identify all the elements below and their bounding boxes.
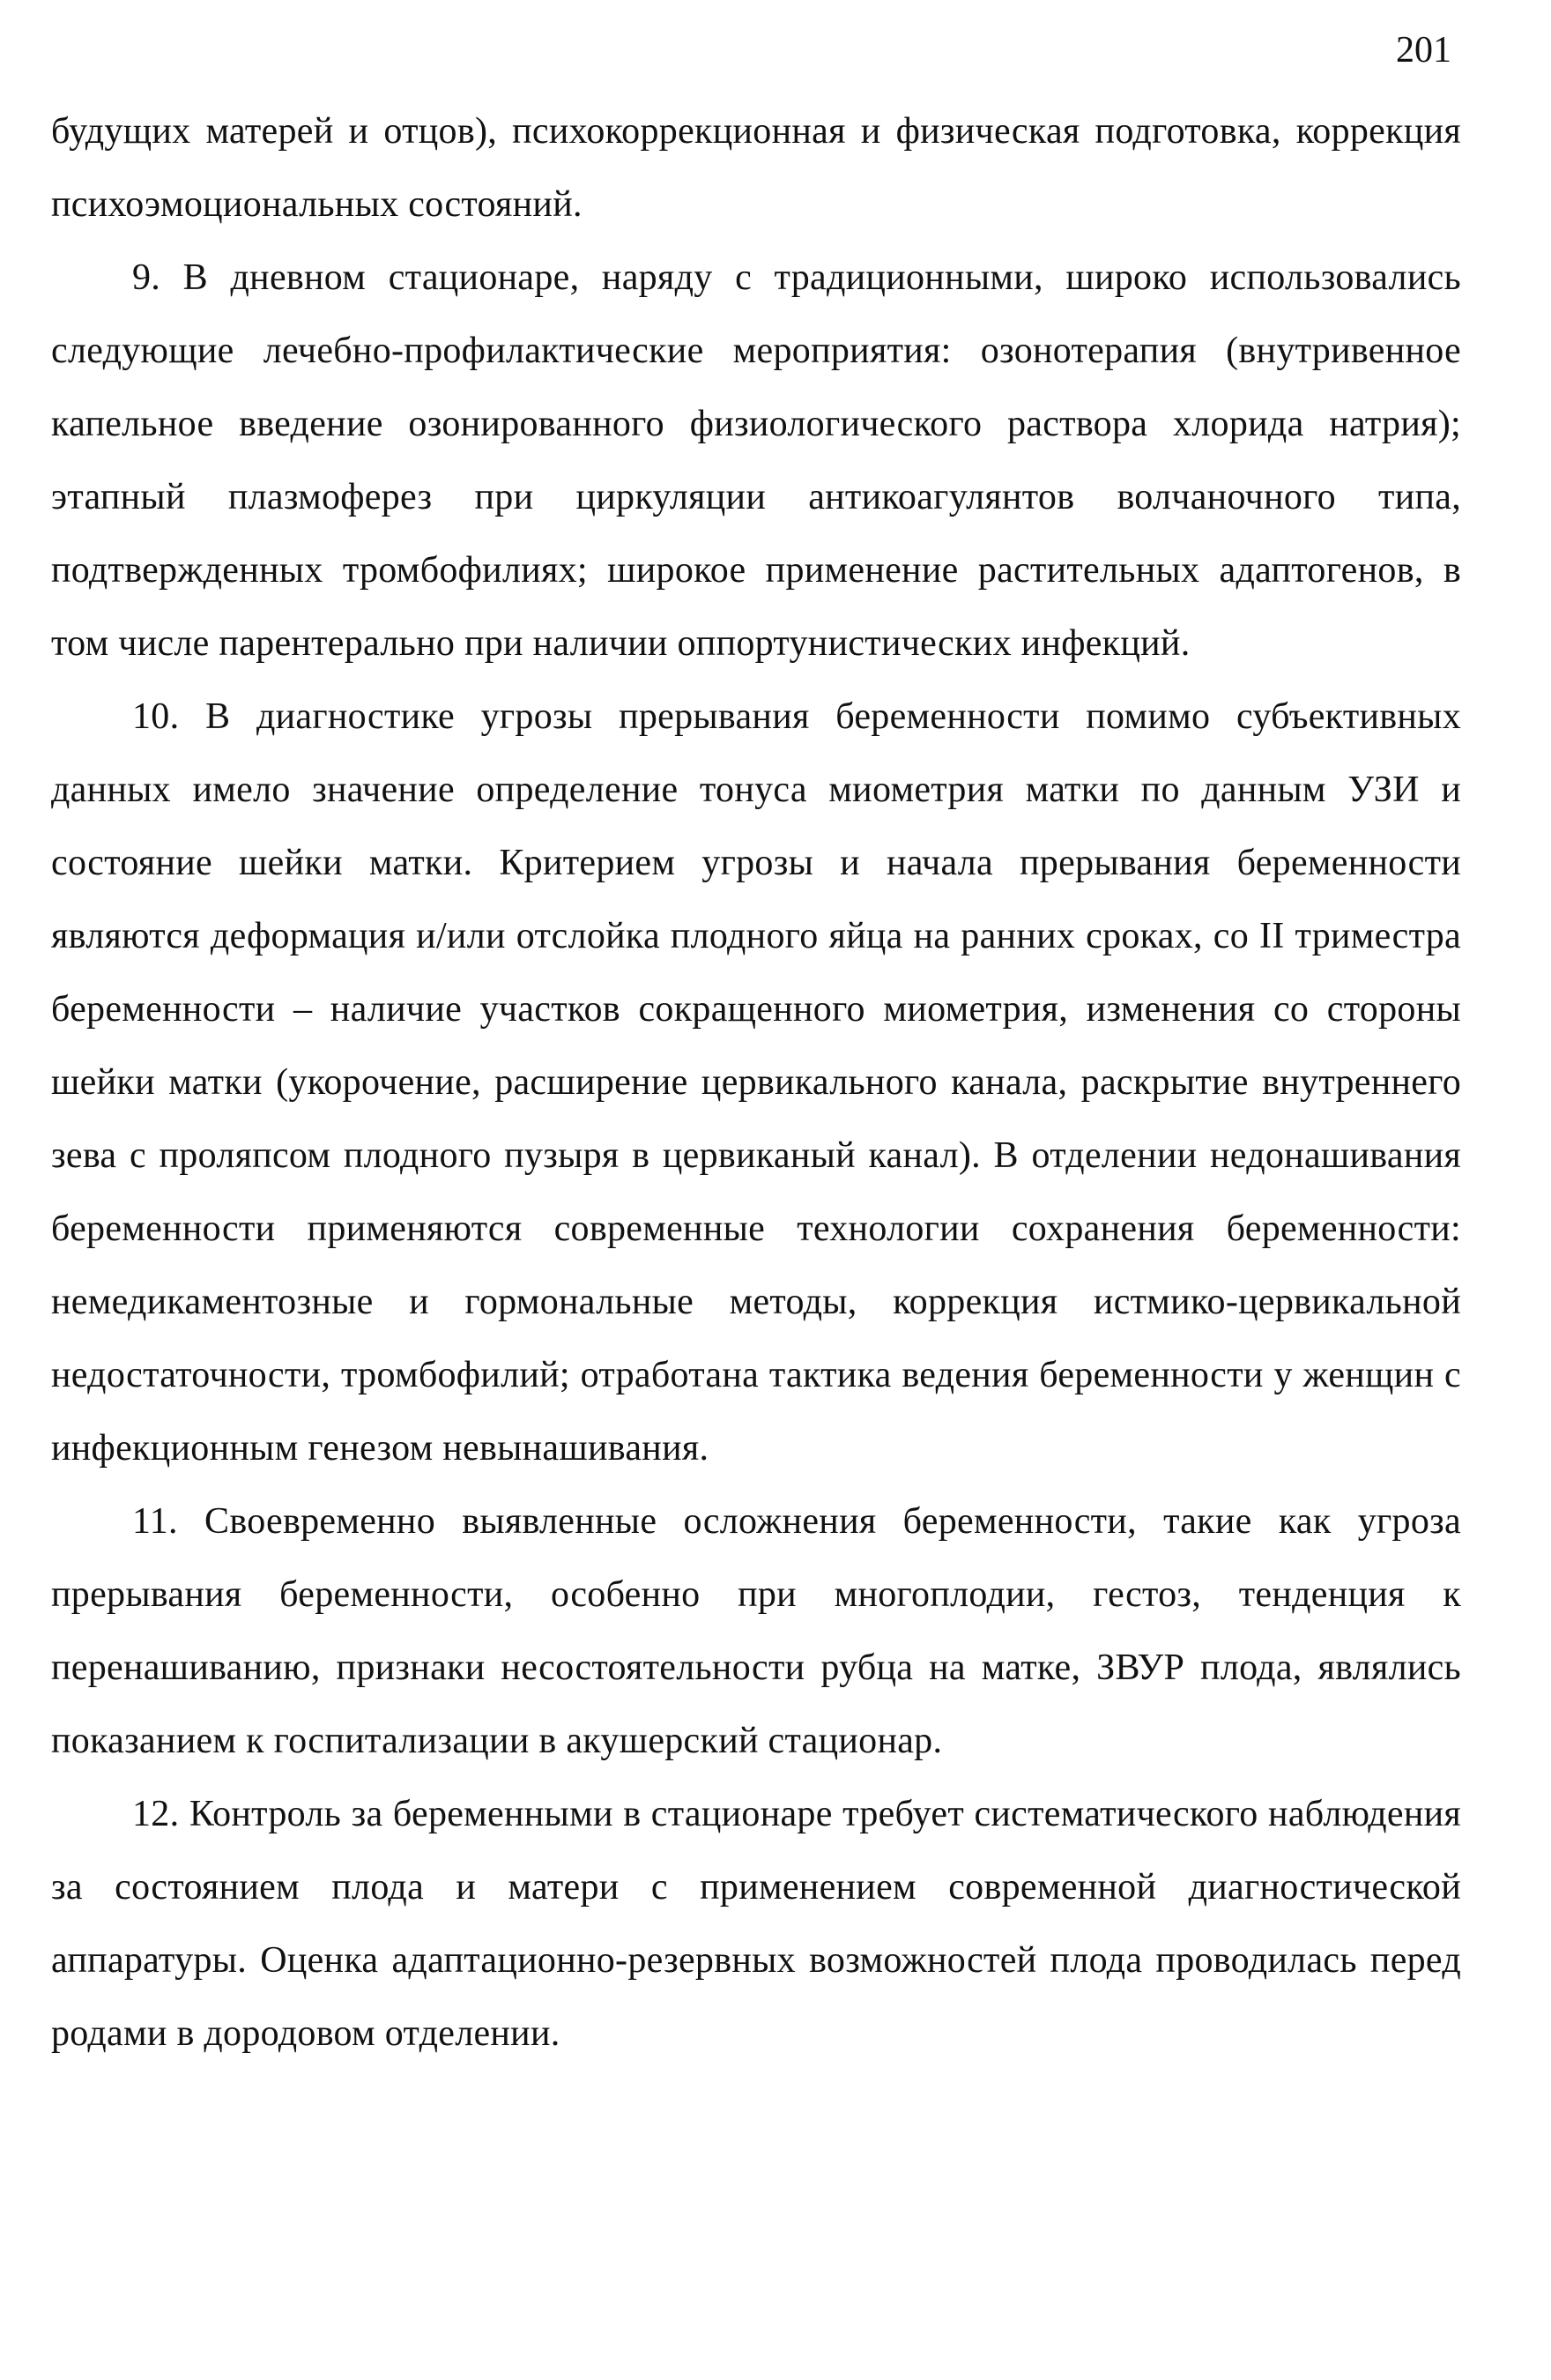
paragraph-item-9: 9. В дневном стационаре, наряду с традиционными, широко использовались следующие лечебно-профилактические мероприятия: озонотерапия (внутривенное капельное введение озонированного физиологического раствора хлорида натрия); этапный плазмоферез при циркуляции антикоагулянтов волчаночного типа, подтвержденных тромбофилиях; широкое применение растительных адаптогенов, в том числе парентерально при наличии оппортунистических инфекций. <box>51 257 1461 664</box>
paragraph-item-11: 11. Своевременно выявленные осложнения беременности, такие как угроза прерывания беременности, особенно при многоплодии, гестоз, тенденция к перенашиванию, признаки несостоятельности рубца на матке, ЗВУР плода, являлись показанием к госпитализации в акушерский стационар. <box>51 1501 1461 1761</box>
body-text <box>51 95 1461 2071</box>
paragraph-continuation: будущих матерей и отцов), психокоррекционная и физическая подготовка, коррекция психоэмоциональных состояний. <box>51 111 1461 225</box>
page-number: 201 <box>1396 30 1451 71</box>
paragraph-item-12: 12. Контроль за беременными в стационаре требует систематического наблюдения за состоянием плода и матери с применением современной диагностической аппаратуры. Оценка адаптационно-резервных возможностей плода проводилась перед родами в дородовом отделении. <box>51 1794 1461 2054</box>
paragraph-item-10: 10. В диагностике угрозы прерывания беременности помимо субъективных данных имело значение определение тонуса миометрия матки по данным УЗИ и состояние шейки матки. Критерием угрозы и начала прерывания беременности являются деформация и/или отслойка плодного яйца на ранних сроках, со II триместра беременности – наличие участков сокращенного миометрия, изменения со стороны шейки матки (укорочение, расширение цервикального канала, раскрытие внутреннего зева с проляпсом плодного пузыря в цервиканый канал). В отделении недонашивания беременности применяются современные технологии сохранения беременности: немедикаментозные и гормональные методы, коррекция истмико-цервикальной недостаточности, тромбофилий; отработана тактика ведения беременности у женщин с инфекционным генезом невынашивания. <box>51 696 1461 1469</box>
